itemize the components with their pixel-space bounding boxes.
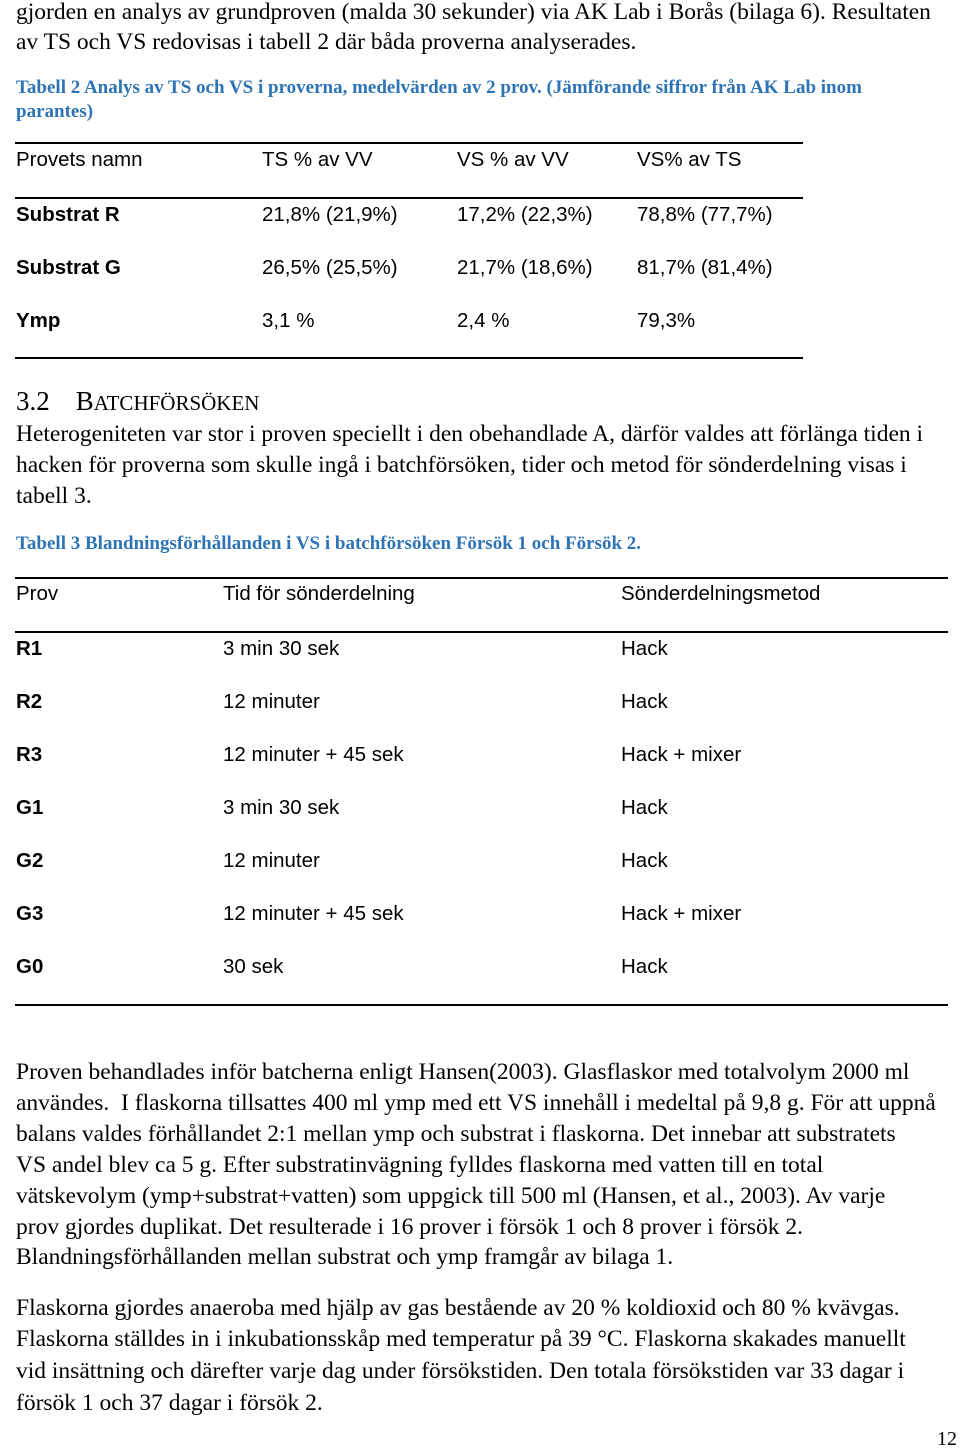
paragraph-line: användes. I flaskorna tillsattes 400 ml ymp med ett VS innehåll i medeltal på 9,8 g. För att uppnå — [16, 1090, 936, 1116]
table-header-row — [0, 148, 960, 172]
column-header: Provets namn — [16, 148, 143, 171]
table-cell: 81,7% (81,4%) — [637, 256, 773, 279]
table-cell: 12 minuter + 45 sek — [223, 743, 404, 766]
paragraph-line: tabell 3. — [16, 483, 92, 509]
table-3-caption: Tabell 3 Blandningsförhållanden i VS i batchförsöken Försök 1 och Försök 2. — [16, 533, 642, 554]
table-cell: Hack — [621, 637, 668, 660]
row-label: G0 — [16, 955, 44, 978]
table-cell: Hack — [621, 796, 668, 819]
row-label: G2 — [16, 849, 44, 872]
table-cell: Hack — [621, 849, 668, 872]
table-bottom-rule — [15, 357, 803, 359]
paragraph-line: Flaskorna ställdes in i inkubationsskåp med temperatur på 39 °C. Flaskorna skakades manuellt — [16, 1326, 906, 1352]
paragraph-line: Heterogeniteten var stor i proven speciellt i den obehandlade A, därför valdes att förlänga tiden i — [16, 421, 924, 447]
table-cell: Hack — [621, 690, 668, 713]
table-cell: 12 minuter + 45 sek — [223, 902, 404, 925]
row-label: R2 — [16, 690, 43, 713]
page-number: 12 — [937, 1428, 957, 1450]
table-cell: 12 minuter — [223, 849, 320, 872]
row-label: Substrat G — [16, 256, 121, 279]
column-header: Prov — [16, 582, 59, 605]
column-header: VS% av TS — [637, 148, 742, 171]
row-label: Ymp — [16, 309, 61, 332]
table-bottom-rule — [15, 1004, 948, 1006]
table-caption-line: Tabell 2 Analys av TS och VS i proverna, medelvärden av 2 prov. (Jämförande siffror från AK Lab inom — [16, 77, 862, 98]
paragraph-line: Proven behandlades inför batcherna enligt Hansen(2003). Glasflaskor med totalvolym 2000 ml — [16, 1059, 910, 1085]
table-cell: 12 minuter — [223, 690, 320, 713]
table-cell: 26,5% (25,5%) — [262, 256, 398, 279]
section-title: BATCHFÖRSÖKEN — [75, 386, 260, 416]
paragraph-line: vätskevolym (ymp+substrat+vatten) som uppgick till 500 ml (Hansen, et al., 2003). Av varje — [16, 1183, 886, 1209]
intro-line: gjorden en analys av grundproven (malda 30 sekunder) via AK Lab i Borås (bilaga 6). Resultaten — [16, 0, 931, 25]
table-row — [0, 955, 960, 979]
intro-line: av TS och VS redovisas i tabell 2 där båda proverna analyserades. — [16, 29, 637, 55]
table-row — [0, 902, 960, 926]
column-header: VS % av VV — [457, 148, 569, 171]
section-number: 3.2 — [16, 386, 50, 416]
table-row — [0, 637, 960, 661]
table-cell: Hack — [621, 955, 668, 978]
table-row — [0, 849, 960, 873]
paragraph-line: prov gjordes duplikat. Det resulterade i 16 prover i försök 1 och 8 prover i försök 2. — [16, 1214, 804, 1240]
table-row — [0, 743, 960, 767]
table-row — [0, 203, 960, 227]
table-header-rule — [15, 197, 803, 199]
table-top-rule — [15, 142, 803, 144]
row-label: G3 — [16, 902, 44, 925]
table-cell: 30 sek — [223, 955, 284, 978]
table-cell: Hack + mixer — [621, 902, 742, 925]
table-row — [0, 309, 960, 333]
paragraph-line: vid insättning och därefter varje dag under försökstiden. Den totala försökstiden var 33 dagar i — [16, 1358, 905, 1384]
table-top-rule — [15, 577, 948, 579]
table-header-rule — [15, 631, 948, 633]
table-cell: 2,4 % — [457, 309, 510, 332]
column-header: TS % av VV — [262, 148, 373, 171]
table-cell: 3,1 % — [262, 309, 315, 332]
table-row — [0, 796, 960, 820]
table-caption-line: parantes) — [16, 101, 94, 122]
paragraph-line: balans valdes förhållandet 2:1 mellan ymp och substrat i flaskorna. Det innebar att substratets — [16, 1121, 896, 1147]
row-label: R3 — [16, 743, 43, 766]
paragraph-line: hacken för proverna som skulle ingå i batchförsöken, tider och metod för sönderdelning visas i — [16, 452, 907, 478]
table-row — [0, 690, 960, 714]
paragraph-line: försök 1 och 37 dagar i försök 2. — [16, 1390, 323, 1416]
paragraph-line: Flaskorna gjordes anaeroba med hjälp av gas bestående av 20 % koldioxid och 80 % kvävgas. — [16, 1295, 900, 1321]
table-cell: 17,2% (22,3%) — [457, 203, 593, 226]
table-cell: 3 min 30 sek — [223, 637, 340, 660]
table-row — [0, 256, 960, 280]
column-header: Sönderdelningsmetod — [621, 582, 821, 605]
table-header-row — [0, 582, 960, 606]
row-label: Substrat R — [16, 203, 120, 226]
row-label: G1 — [16, 796, 44, 819]
column-header: Tid för sönderdelning — [223, 582, 415, 605]
table-cell: 21,8% (21,9%) — [262, 203, 398, 226]
row-label: R1 — [16, 637, 43, 660]
table-cell: 21,7% (18,6%) — [457, 256, 593, 279]
section-heading — [16, 385, 259, 417]
table-cell: 79,3% — [637, 309, 696, 332]
paragraph-line: Blandningsförhållanden mellan substrat och ymp framgår av bilaga 1. — [16, 1244, 674, 1270]
paragraph-line: VS andel blev ca 5 g. Efter substratinvägning fylldes flaskorna med vatten till en total — [16, 1152, 824, 1178]
table-cell: 3 min 30 sek — [223, 796, 340, 819]
table-cell: 78,8% (77,7%) — [637, 203, 773, 226]
table-cell: Hack + mixer — [621, 743, 742, 766]
